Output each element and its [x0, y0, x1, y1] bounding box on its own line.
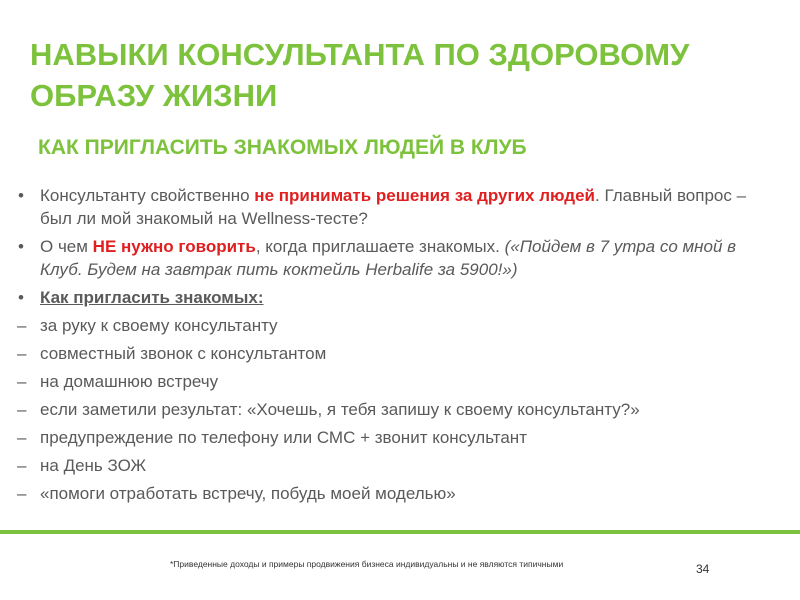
how-to-invite-heading: Как пригласить знакомых:: [40, 288, 264, 307]
bullet-item-how-to-invite: [0, 286, 800, 309]
dash-item-text: на День ЗОЖ: [40, 456, 147, 475]
dash-item: [0, 426, 800, 449]
dash-item-text: на домашнюю встречу: [40, 372, 219, 391]
page-title-line-1: НАВЫКИ КОНСУЛЬТАНТА ПО ЗДОРОВОМУ: [30, 37, 690, 72]
footer-divider: [0, 530, 800, 534]
dash-item: [0, 370, 800, 393]
section-subtitle: КАК ПРИГЛАСИТЬ ЗНАКОМЫХ ЛЮДЕЙ В КЛУБ: [38, 136, 527, 159]
dash-marker: –: [17, 344, 27, 363]
bullet-item-what-not-to-say: [0, 235, 800, 281]
disclaimer-footnote: *Приведенные доходы и примеры продвижения бизнеса индивидуальны и не являются типичными: [170, 559, 564, 569]
dash-marker: –: [17, 484, 27, 503]
bullet-item-decision: [0, 184, 800, 230]
dash-item-text: если заметили результат: «Хочешь, я тебя запишу к своему консультанту?»: [40, 400, 640, 419]
dash-marker: –: [17, 400, 27, 419]
slide-content: [0, 184, 800, 510]
dash-marker: –: [17, 428, 27, 447]
bullet-highlight: НЕ нужно говорить: [92, 237, 256, 256]
dash-item: [0, 398, 800, 421]
bullet-marker: •: [18, 186, 24, 205]
bullet-marker: •: [18, 288, 24, 307]
dash-item: [0, 482, 800, 505]
dash-item: [0, 454, 800, 477]
bullet-text-pre: Консультанту свойственно: [40, 186, 255, 205]
dash-item: [0, 342, 800, 365]
dash-item-text: совместный звонок с консультантом: [40, 344, 327, 363]
dash-marker: –: [17, 456, 27, 475]
bullet-marker: •: [18, 237, 24, 256]
bullet-text-post: , когда приглашаете знакомых.: [255, 237, 505, 256]
bullet-text-post: . Главный вопрос – был ли мой знакомый на Wellness-тесте?: [40, 186, 747, 228]
dash-item-text: за руку к своему консультанту: [40, 316, 278, 335]
dash-item: [0, 314, 800, 337]
page-title-line-2: ОБРАЗУ ЖИЗНИ: [30, 78, 278, 113]
dash-item-text: «помоги отработать встречу, побудь моей моделью»: [40, 484, 456, 503]
dash-marker: –: [17, 372, 27, 391]
bullet-quote: («Пойдем в 7 утра со мной в Клуб. Будем на завтрак пить коктейль Herbalife за 5900!»): [40, 237, 737, 279]
page-title: [30, 34, 770, 116]
bullet-text-pre: О чем: [40, 237, 93, 256]
page-number: 34: [696, 562, 710, 576]
bullet-highlight: не принимать решения за других людей: [254, 186, 596, 205]
dash-item-text: предупреждение по телефону или СМС + звонит консультант: [40, 428, 527, 447]
dash-marker: –: [17, 316, 27, 335]
